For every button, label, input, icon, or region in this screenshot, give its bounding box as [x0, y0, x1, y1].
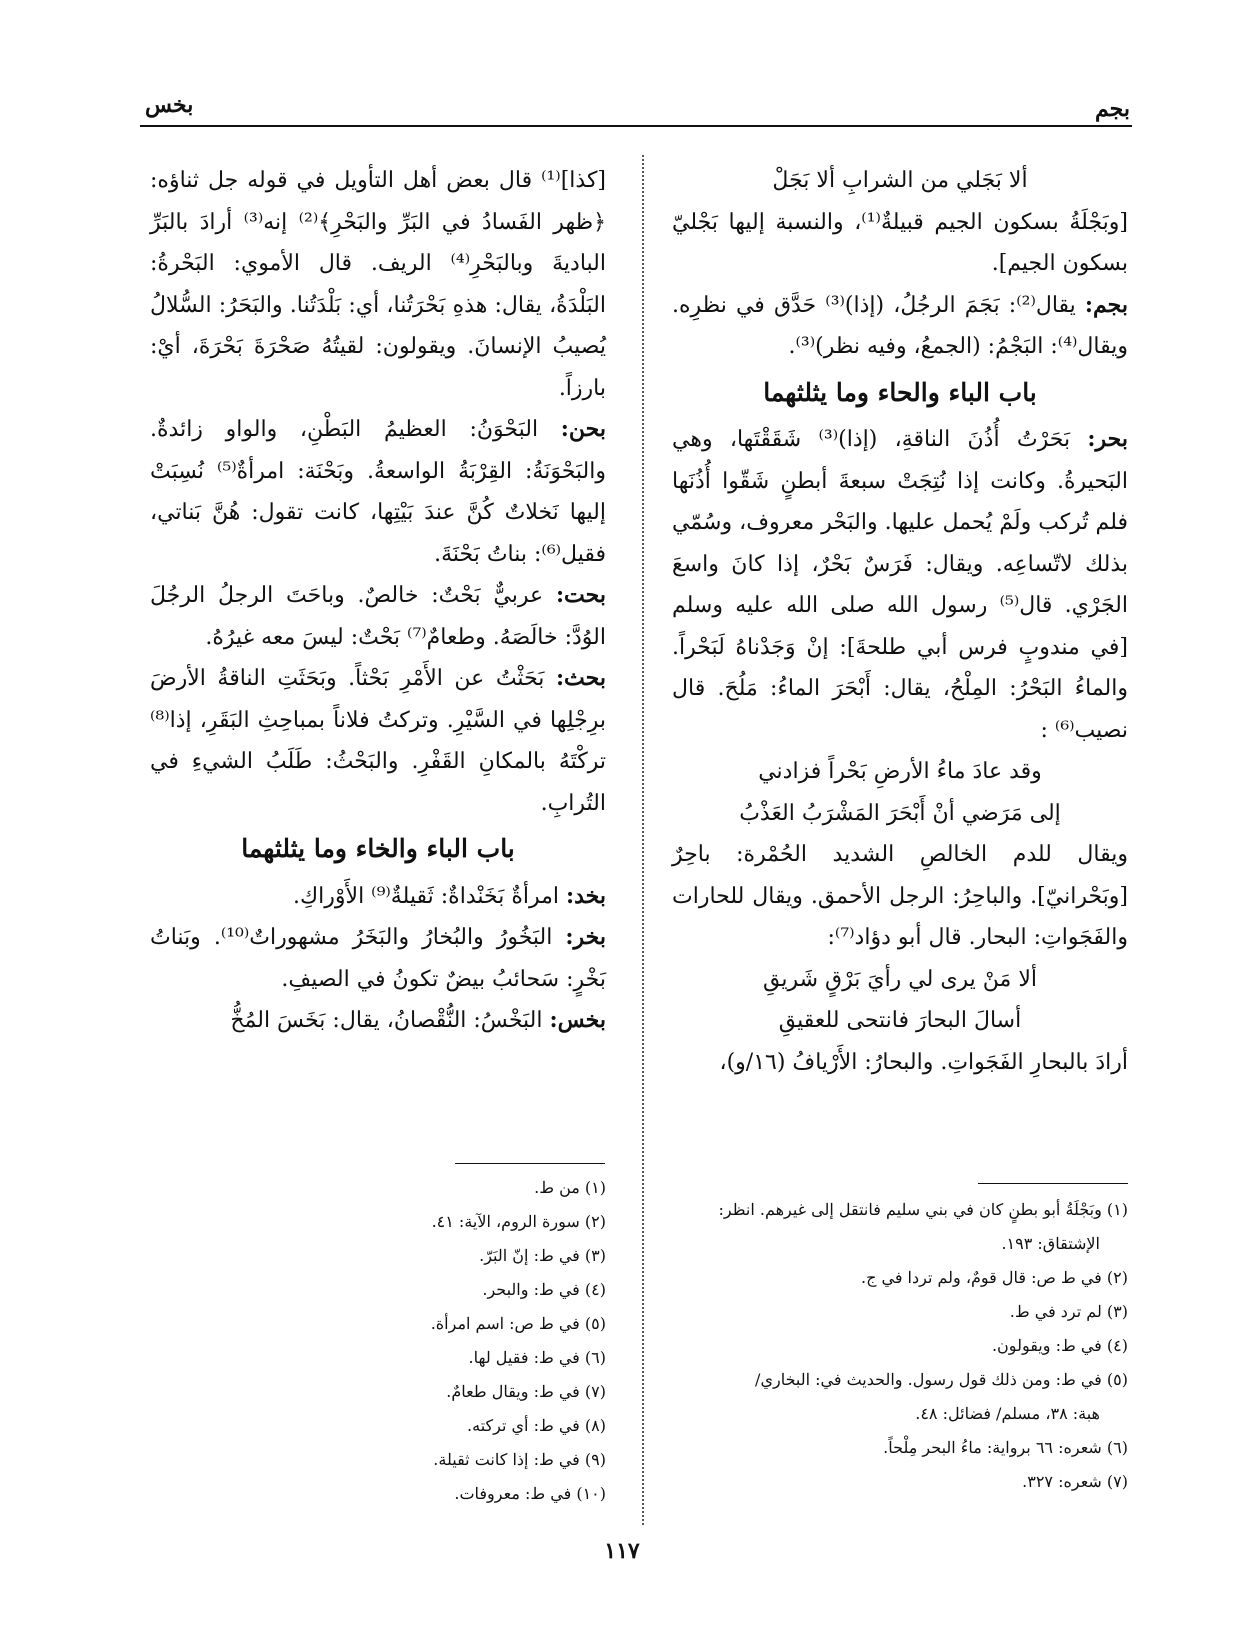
- footnote: الإشتقاق: ١٩٣.: [1001, 1234, 1100, 1253]
- footnote: (٤) في ط: ويقولون.: [991, 1336, 1128, 1355]
- page-number: ١١٧: [604, 1538, 640, 1564]
- verse: إلى مَرَضي أنْ أَبْحَرَ المَشْرَبُ العَذْبُ: [739, 800, 1061, 826]
- entry-text: البَخْسُ: النُّقْصانُ، يقال: بَخَسَ المُخُّ: [230, 1008, 543, 1033]
- paragraph: أرادَ بالبحارِ الفَجَواتِ. والبحارُ: الأَرْيافُ (١٦/و)،: [719, 1049, 1128, 1075]
- header-rule: [140, 125, 1132, 127]
- entry-text: يقال⁽²⁾: بَجَمَ الرجُلُ، (إذا)⁽³⁾ حَدَّق في نظرِه. ويقال⁽⁴⁾: البَجْمُ: (الجمعُ، وفيه نظر)⁽³⁾.: [672, 292, 1128, 359]
- header-left-word: بخس: [145, 92, 194, 118]
- entry-text: بَحَرْتُ أُذُنَ الناقةِ، (إذا)⁽³⁾ شَقَقْتَها، وهي البَحيرةُ. وكانت إذا نُتِجَتْ سبعةَ أبطنٍ شَقّوا أُذُنَها فلم تُركب ولَمْ يُحمل عليها. والبَحْر معروف، وسُمّي بذلك لاتّساعِه. ويقال: فَرَسٌ بَحْرٌ، إذا كانَ واسعَ الجَرْي. قال⁽⁵⁾ رسول الله صلى الله عليه وسلم [في مندوبٍ فرس أبي طلحةَ]: إنْ وَجَدْناهُ لَبَحْراً. والماءُ البَحْرُ: المِلْحُ، يقال: أَبْحَرَ الماءُ: مَلُحَ. قال نصيب⁽⁶⁾ :: [672, 427, 1128, 743]
- section-title: باب الباء والحاء وما يثلثهما: [763, 377, 1037, 407]
- header-right-word: بجم: [1095, 96, 1130, 122]
- footnote: (٥) في ط ص: اسم امرأة.: [430, 1314, 606, 1333]
- headword: بجم:: [1084, 291, 1129, 318]
- headword: بخس:: [549, 1007, 606, 1033]
- column-divider: [642, 155, 644, 1525]
- footnote: (٣) لم ترد في ط.: [1009, 1302, 1128, 1321]
- entry-bakhd: [150, 876, 606, 918]
- footnote: هبة: ٣٨، مسلم/ فضائل: ٤٨.: [915, 1404, 1100, 1423]
- verse: أسالَ البحارَ فانتحى للعقيقِ: [778, 1008, 1022, 1033]
- headword: بحث:: [555, 665, 606, 691]
- entry-text: عربيٌّ بَحْتٌ: خالصٌ. وباحَتَ الرجلُ الرجُلَ الوُدَّ: خالَصَهُ. وطعامٌ⁽⁷⁾ بَحْتٌ: ليسَ معه غيرُهُ.: [150, 583, 606, 650]
- section-title: باب الباء والخاء وما يثلثهما: [241, 834, 515, 863]
- footnote: (٧) شعره: ٣٢٧.: [1022, 1472, 1128, 1491]
- entry-bajam: [672, 285, 1128, 368]
- entry-text: امرأةٌ بَخَنْداةٌ: ثَقيلةٌ⁽⁹⁾ الأَوْراكِ.: [293, 883, 559, 909]
- footnote-rule: [978, 1183, 1128, 1184]
- footnote: (٣) في ط: إنّ البَرّ.: [479, 1246, 606, 1265]
- entry-text: البَحْوَنُ: العظيمُ البَطْنِ، والواو زائدةٌ. والبَحْوَنَةُ: القِرْبَةُ الواسعةُ. وبَحْنَة: امرأةٌ⁽⁵⁾ نُسِبَتْ إليها نَخلاتٌ كُنَّ عندَ بَيْتِها، كانت تقول: هُنَّ بَناتي، فقيل⁽⁶⁾: بناتُ بَحْنَةَ.: [150, 417, 606, 567]
- entry-bakhs: [150, 1000, 606, 1042]
- entry-bahar: [672, 419, 1128, 751]
- headword: بحن:: [560, 416, 606, 442]
- headword: بخر:: [565, 924, 606, 950]
- footnote: (٦) شعره: ٦٦ برواية: ماءُ البحر مِلْحاً.: [883, 1438, 1128, 1457]
- footnote: (١) وبَجْلَةُ أبو بطنٍ كان في بني سليم فانتقل إلى غيرهم. انظر:: [718, 1200, 1128, 1219]
- entry-text: البَخُورُ والبُخارُ والبَخَرُ مشهوراتٌ⁽¹⁰⁾. وبَناتُ بَخْرٍ: سَحائبُ بيضٌ تكونُ في الصيفِ.: [150, 925, 606, 992]
- paragraph: [وبَجْلَةُ بسكون الجيم قبيلةٌ⁽¹⁾، والنسبة إليها بَجْليّ بسكون الجيم].: [672, 209, 1128, 276]
- entry-bahn: [150, 409, 606, 575]
- verse: ألا مَنْ يرى لي رأيَ بَرْقٍ شَريقِ: [762, 966, 1037, 992]
- headword: بحر:: [1087, 426, 1128, 452]
- footnote: (٧) في ط: ويقال طعامٌ.: [446, 1382, 606, 1401]
- footnote: (٩) في ط: إذا كانت ثقيلة.: [433, 1450, 606, 1469]
- footnote: (٥) في ط: ومن ذلك قول رسول. والحديث في: البخاري/: [755, 1370, 1128, 1389]
- left-column: [150, 160, 606, 1042]
- footnotes-left: [150, 1171, 606, 1511]
- footnote: (٦) في ط: فقيل لها.: [468, 1348, 606, 1367]
- right-column: [672, 160, 1128, 1083]
- paragraph: [كذا]⁽¹⁾ قال بعض أهل التأويل في قوله جل ثناؤه: ﴿ظهر الفَسادُ في البَرِّ والبَحْرِ﴾⁽²⁾ إنه⁽³⁾ أرادَ بالبَرِّ الباديةَ وبالبَحْرِ⁽⁴⁾ الريف. قال الأموي: البَحْرةُ: البَلْدَةُ، يقال: هذهِ بَحْرَتُنا، أي: بَلْدَتُنا. والبَحَرُ: السُّلالُ يُصيبُ الإنسانَ. ويقولون: لقيتُهُ صَحْرَةَ بَحْرَةَ، أيْ: بارزاً.: [150, 168, 606, 401]
- footnotes-right: [672, 1193, 1128, 1499]
- footnote: (١٠) في ط: معروفات.: [454, 1484, 606, 1503]
- entry-bahth: [150, 658, 606, 824]
- verse: ألا بَجَلي من الشرابِ ألا بَجَلْ: [772, 168, 1028, 193]
- entry-baht: [150, 575, 606, 658]
- footnote: (٤) في ط: والبحر.: [482, 1280, 606, 1299]
- entry-bakhr: [150, 917, 606, 1000]
- footnote: (٢) في ط ص: قال قومٌ، ولم تردا في ج.: [860, 1268, 1128, 1287]
- footnote: (٢) سورة الروم، الآية: ٤١.: [431, 1212, 606, 1231]
- verse: وقد عادَ ماءُ الأرضِ بَحْراً فزادني: [758, 759, 1042, 784]
- headword: بحت:: [555, 582, 606, 608]
- headword: بخد:: [566, 882, 606, 909]
- footnote: (١) من ط.: [534, 1178, 606, 1197]
- paragraph: ويقال للدم الخالصِ الشديد الحُمْرة: باحِرٌ [وبَحْرانيّ]. والباحِرُ: الرجل الأحمق. ويقال للحارات والفَجَواتِ: البحار. قال أبو دؤاد⁽⁷⁾:: [672, 842, 1128, 950]
- entry-text: بَحَثْتُ عن الأَمْرِ بَحْثاً. وبَحَثَتِ الناقةُ الأرضَ برِجْلِها في السَّيْرِ. وتركتُ فلاناً بمباحِثِ البَقَرِ، إذا⁽⁸⁾ تركْتَهُ بالمكانِ القَفْرِ. والبَحْثُ: طَلَبُ الشيءِ في التُرابِ.: [150, 666, 606, 816]
- footnote: (٨) في ط: أي تركته.: [467, 1416, 606, 1435]
- footnote-rule: [455, 1163, 605, 1164]
